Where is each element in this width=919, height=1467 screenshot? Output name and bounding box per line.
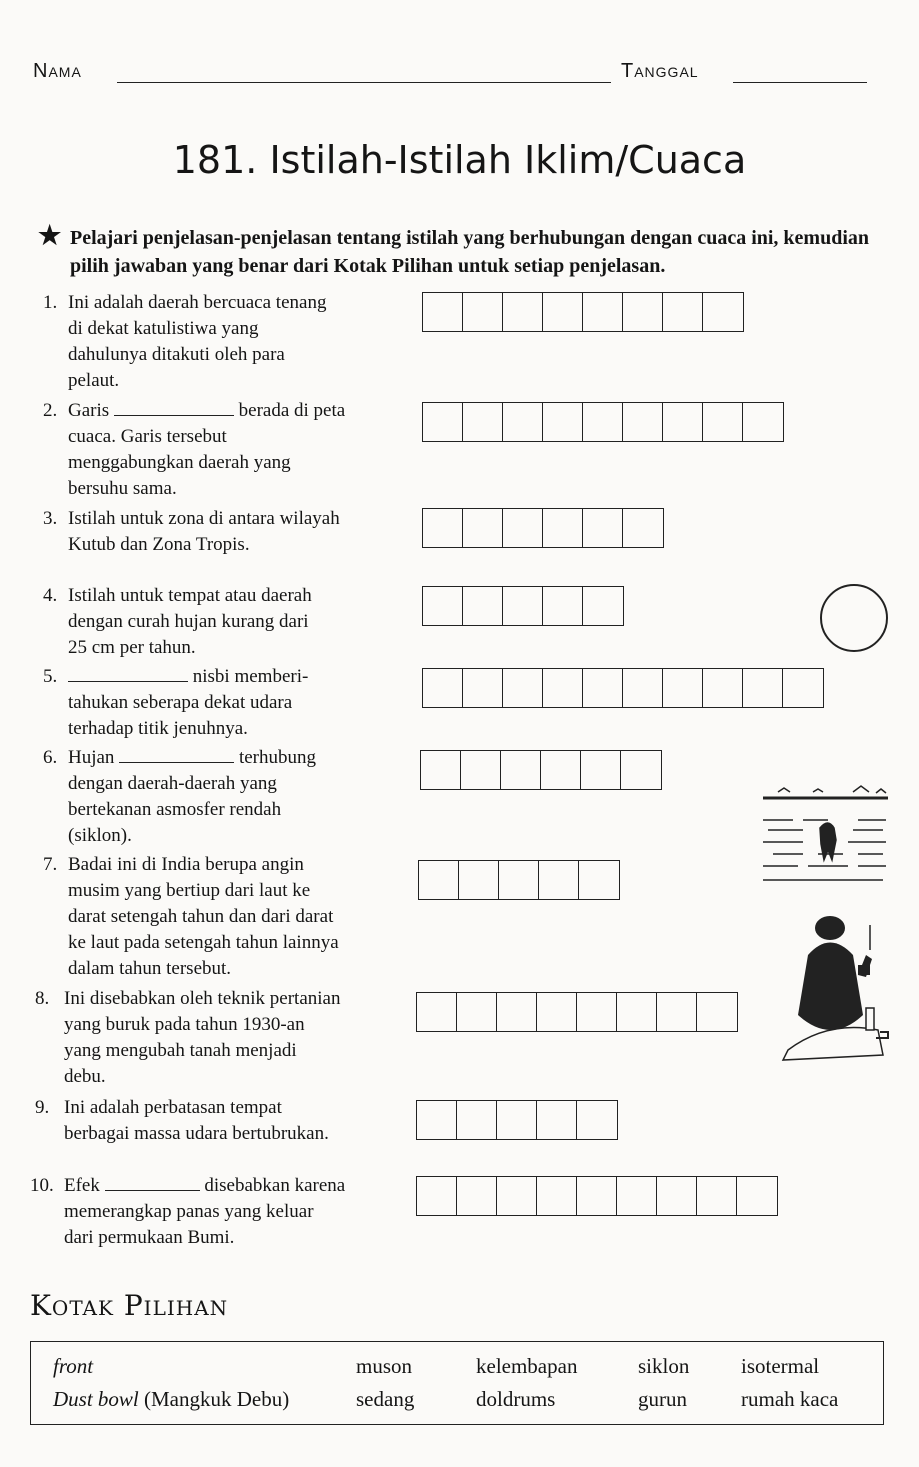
question-line: di dekat katulistiwa yang <box>68 318 259 339</box>
letter-box[interactable] <box>423 587 463 625</box>
tanggal-label: Tanggal <box>621 60 699 82</box>
question-number: 6. <box>43 747 58 768</box>
letter-box[interactable] <box>703 669 743 707</box>
question-line: berbagai massa udara bertubrukan. <box>64 1123 329 1144</box>
letter-box[interactable] <box>541 751 581 789</box>
letter-box[interactable] <box>497 1101 537 1139</box>
letter-box[interactable] <box>583 403 623 441</box>
letter-box[interactable] <box>417 1177 457 1215</box>
letter-box[interactable] <box>463 669 503 707</box>
question-line: menggabungkan daerah yang <box>68 452 291 473</box>
choice-word: muson <box>356 1354 413 1378</box>
choice-word: front <box>53 1354 94 1378</box>
choice-word: gurun <box>638 1387 687 1411</box>
letter-box[interactable] <box>617 993 657 1031</box>
letter-box[interactable] <box>621 751 661 789</box>
letter-box[interactable] <box>423 509 463 547</box>
page-title: 181. Istilah-Istilah Iklim/Cuaca <box>172 138 747 182</box>
letter-box[interactable] <box>537 1177 577 1215</box>
question-line: dari permukaan Bumi. <box>64 1227 235 1248</box>
letter-box[interactable] <box>499 861 539 899</box>
choice-word: doldrums <box>476 1387 556 1411</box>
question-line: terhadap titik jenuhnya. <box>68 718 248 739</box>
letter-box[interactable] <box>503 587 543 625</box>
question-text: disebabkan karena <box>204 1175 346 1196</box>
question-line: darat setengah tahun dan dari darat <box>68 906 334 927</box>
letter-box[interactable] <box>497 1177 537 1215</box>
question-5 <box>43 664 403 742</box>
letter-box[interactable] <box>417 1101 457 1139</box>
letter-box[interactable] <box>463 293 503 331</box>
sea-icon <box>763 786 888 880</box>
choice-word: siklon <box>638 1354 690 1378</box>
letter-box[interactable] <box>457 993 497 1031</box>
question-8 <box>35 986 415 1090</box>
kotak-pilihan-title: Kotak Pilihan <box>30 1289 229 1322</box>
letter-box[interactable] <box>623 403 663 441</box>
letter-box[interactable] <box>657 993 697 1031</box>
nama-label: Nama <box>33 60 82 82</box>
letter-box[interactable] <box>583 509 623 547</box>
letter-box[interactable] <box>737 1177 777 1215</box>
letter-box[interactable] <box>579 861 619 899</box>
letter-box[interactable] <box>423 403 463 441</box>
letter-box[interactable] <box>503 509 543 547</box>
question-9 <box>35 1095 415 1147</box>
choice-word: isotermal <box>741 1354 820 1378</box>
letter-box[interactable] <box>697 1177 737 1215</box>
question-7 <box>43 852 413 982</box>
letter-box[interactable] <box>537 993 577 1031</box>
question-text: Garis <box>68 400 110 421</box>
question-line: Badai ini di India berupa angin <box>68 854 304 875</box>
question-number: 3. <box>43 508 58 529</box>
question-line: yang mengubah tanah menjadi <box>64 1040 297 1061</box>
letter-box[interactable] <box>503 669 543 707</box>
answer-boxes-9[interactable] <box>416 1100 618 1140</box>
letter-box[interactable] <box>663 403 703 441</box>
answer-boxes-8[interactable] <box>416 992 738 1032</box>
question-number: 5. <box>43 666 58 687</box>
letter-box[interactable] <box>457 1177 497 1215</box>
header <box>33 60 869 90</box>
instructions <box>38 221 898 280</box>
question-line: Ini adalah perbatasan tempat <box>64 1097 282 1118</box>
question-line: dengan daerah-daerah yang <box>68 773 277 794</box>
letter-box[interactable] <box>423 669 463 707</box>
question-line: (siklon). <box>68 825 132 846</box>
question-line: 25 cm per tahun. <box>68 637 196 658</box>
question-3 <box>43 506 403 558</box>
question-number: 9. <box>35 1097 50 1118</box>
question-text: Efek <box>64 1175 100 1196</box>
tanggal-field[interactable] <box>733 82 867 83</box>
letter-box[interactable] <box>421 751 461 789</box>
letter-box[interactable] <box>623 669 663 707</box>
question-line: dalam tahun tersebut. <box>68 958 232 979</box>
letter-box[interactable] <box>497 993 537 1031</box>
question-1 <box>43 290 403 394</box>
letter-box[interactable] <box>543 509 583 547</box>
letter-box[interactable] <box>461 751 501 789</box>
answer-boxes-10[interactable] <box>416 1176 778 1216</box>
woman-icon <box>783 916 888 1060</box>
letter-box[interactable] <box>419 861 459 899</box>
letter-box[interactable] <box>697 993 737 1031</box>
letter-box[interactable] <box>623 293 663 331</box>
question-line: cuaca. Garis tersebut <box>68 426 227 447</box>
question-line: pelaut. <box>68 370 120 391</box>
letter-box[interactable] <box>577 1177 617 1215</box>
letter-box[interactable] <box>463 403 503 441</box>
letter-box[interactable] <box>417 993 457 1031</box>
star-icon: ★ <box>38 221 62 250</box>
letter-box[interactable] <box>703 293 743 331</box>
choice-word: rumah kaca <box>741 1387 839 1411</box>
question-line: bertekanan asmosfer rendah <box>68 799 282 820</box>
fill-blank[interactable] <box>114 399 234 416</box>
question-number: 1. <box>43 292 58 313</box>
question-number: 8. <box>35 988 50 1009</box>
choice-word: kelembapan <box>476 1354 578 1378</box>
letter-box[interactable] <box>617 1177 657 1215</box>
letter-box[interactable] <box>657 1177 697 1215</box>
letter-box[interactable] <box>503 403 543 441</box>
letter-box[interactable] <box>581 751 621 789</box>
letter-box[interactable] <box>459 861 499 899</box>
question-line: ke laut pada setengah tahun lainnya <box>68 932 339 953</box>
answer-boxes-7[interactable] <box>418 860 620 900</box>
circle-decoration <box>820 584 888 652</box>
letter-box[interactable] <box>543 293 583 331</box>
question-number: 7. <box>43 854 58 875</box>
question-line: musim yang bertiup dari laut ke <box>68 880 311 901</box>
letter-box[interactable] <box>539 861 579 899</box>
letter-box[interactable] <box>783 669 823 707</box>
question-line: yang buruk pada tahun 1930-an <box>64 1014 305 1035</box>
kotak-pilihan-box <box>30 1341 884 1425</box>
letter-box[interactable] <box>743 669 783 707</box>
answer-boxes-6[interactable] <box>420 750 662 790</box>
question-text: Hujan <box>68 747 115 768</box>
letter-box[interactable] <box>663 293 703 331</box>
question-line: debu. <box>64 1066 106 1087</box>
letter-box[interactable] <box>543 403 583 441</box>
instruction-text: Pelajari penjelasan-penjelasan tentang istilah yang berhubungan dengan cuaca ini, kemudian pilih jawaban yang benar dari Kotak Pilihan untuk setiap penjelasan. <box>70 227 870 277</box>
answer-boxes-1[interactable] <box>422 292 744 332</box>
nama-field[interactable] <box>117 82 611 83</box>
answer-boxes-5[interactable] <box>422 668 824 708</box>
question-line: dengan curah hujan kurang dari <box>68 611 309 632</box>
letter-box[interactable] <box>577 993 617 1031</box>
question-line: Istilah untuk tempat atau daerah <box>68 585 312 606</box>
letter-box[interactable] <box>583 669 623 707</box>
answer-boxes-2[interactable] <box>422 402 784 442</box>
question-line: memerangkap panas yang keluar <box>64 1201 314 1222</box>
letter-box[interactable] <box>663 669 703 707</box>
choice-word: (Mangkuk Debu) <box>144 1387 290 1411</box>
letter-box[interactable] <box>501 751 541 789</box>
question-4 <box>43 583 403 661</box>
letter-box[interactable] <box>583 293 623 331</box>
question-line: bersuhu sama. <box>68 478 177 499</box>
question-number: 10. <box>30 1175 54 1196</box>
question-text: berada di peta <box>238 400 346 421</box>
letter-box[interactable] <box>463 509 503 547</box>
question-10 <box>30 1173 415 1251</box>
question-line: Ini disebabkan oleh teknik pertanian <box>64 988 341 1009</box>
letter-box[interactable] <box>583 587 623 625</box>
question-line: tahukan seberapa dekat udara <box>68 692 293 713</box>
beach-illustration <box>758 780 903 1080</box>
letter-box[interactable] <box>543 669 583 707</box>
choice-word: sedang <box>356 1387 415 1411</box>
fill-blank[interactable] <box>105 1174 200 1191</box>
letter-box[interactable] <box>743 403 783 441</box>
question-line: Ini adalah daerah bercuaca tenang <box>68 292 327 313</box>
choice-word: Dust bowl <box>53 1387 139 1411</box>
letter-box[interactable] <box>423 293 463 331</box>
letter-box[interactable] <box>463 587 503 625</box>
question-2 <box>43 398 403 502</box>
question-line: Kutub dan Zona Tropis. <box>68 534 250 555</box>
fill-blank[interactable] <box>119 746 234 763</box>
letter-box[interactable] <box>703 403 743 441</box>
question-text: nisbi memberi- <box>192 666 309 687</box>
question-6 <box>43 745 403 849</box>
letter-box[interactable] <box>503 293 543 331</box>
fill-blank[interactable] <box>68 665 188 682</box>
question-line: Istilah untuk zona di antara wilayah <box>68 508 340 529</box>
letter-box[interactable] <box>537 1101 577 1139</box>
question-text: terhubung <box>238 747 316 768</box>
letter-box[interactable] <box>543 587 583 625</box>
letter-box[interactable] <box>623 509 663 547</box>
question-number: 2. <box>43 400 58 421</box>
answer-boxes-3[interactable] <box>422 508 664 548</box>
question-line: dahulunya ditakuti oleh para <box>68 344 285 365</box>
question-number: 4. <box>43 585 58 606</box>
answer-boxes-4[interactable] <box>422 586 624 626</box>
letter-box[interactable] <box>577 1101 617 1139</box>
letter-box[interactable] <box>457 1101 497 1139</box>
